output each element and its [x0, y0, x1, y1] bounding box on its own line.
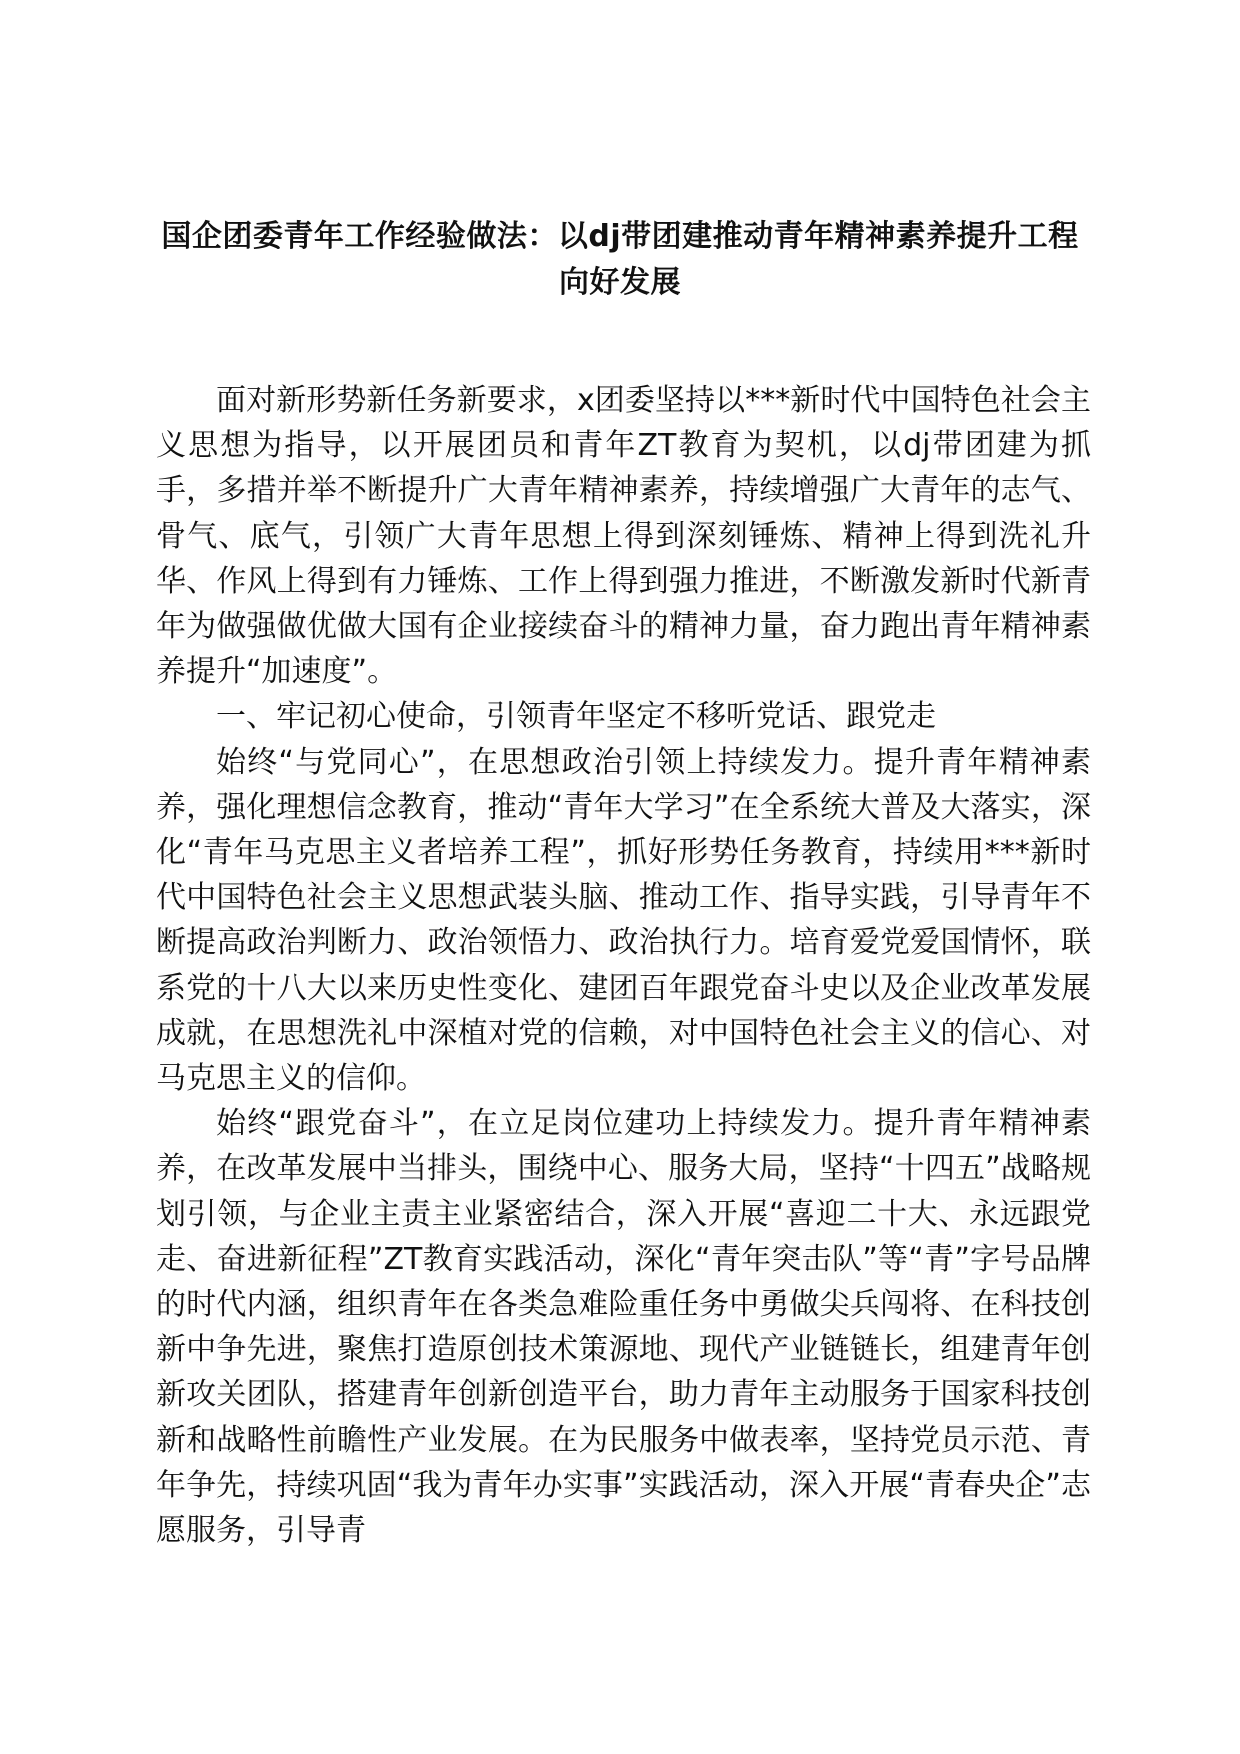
document-title: 国企团委青年工作经验做法：以dj带团建推动青年精神素养提升工程向好发展	[161, 219, 1079, 300]
document-body	[156, 378, 1091, 1553]
paragraph-intro: 面对新形势新任务新要求，x团委坚持以***新时代中国特色社会主义思想为指导，以开展团员和青年ZT教育为契机，以dj带团建为抓手，多措并举不断提升广大青年精神素养，持续增强广大青年的志气、骨气、底气，引领广大青年思想上得到深刻锤炼、精神上得到洗礼升华、作风上得到有力锤炼、工作上得到强力推进，不断激发新时代新青年为做强做优做大国有企业接续奋斗的精神力量，奋力跑出青年精神素养提升“加速度”。	[156, 383, 1091, 690]
paragraph-job-contribution: 始终“跟党奋斗”，在立足岗位建功上持续发力。提升青年精神素养，在改革发展中当排头，围绕中心、服务大局，坚持“十四五”战略规划引领，与企业主责主业紧密结合，深入开展“喜迎二十大、永远跟党走、奋进新征程”ZT教育实践活动，深化“青年突击队”等“青”字号品牌的时代内涵，组织青年在各类急难险重任务中勇做尖兵闯将、在科技创新中争先进，聚焦打造原创技术策源地、现代产业链链长，组建青年创新攻关团队，搭建青年创新创造平台，助力青年主动服务于国家科技创新和战略性前瞻性产业发展。在为民服务中做表率，坚持党员示范、青年争先，持续巩固“我为青年办实事”实践活动，深入开展“青春央企”志愿服务，引导青	[156, 1106, 1091, 1549]
section-heading-1: 一、牢记初心使命，引领青年坚定不移听党话、跟党走	[216, 699, 936, 735]
paragraph-political-guidance: 始终“与党同心”，在思想政治引领上持续发力。提升青年精神素养，强化理想信念教育，推动“青年大学习”在全系统大普及大落实，深化“青年马克思主义者培养工程”，抓好形势任务教育，持续用***新时代中国特色社会主义思想武装头脑、推动工作、指导实践，引导青年不断提高政治判断力、政治领悟力、政治执行力。培育爱党爱国情怀，联系党的十八大以来历史性变化、建团百年跟党奋斗史以及企业改革发展成就，在思想洗礼中深植对党的信赖，对中国特色社会主义的信心、对马克思主义的信仰。	[156, 744, 1091, 1097]
